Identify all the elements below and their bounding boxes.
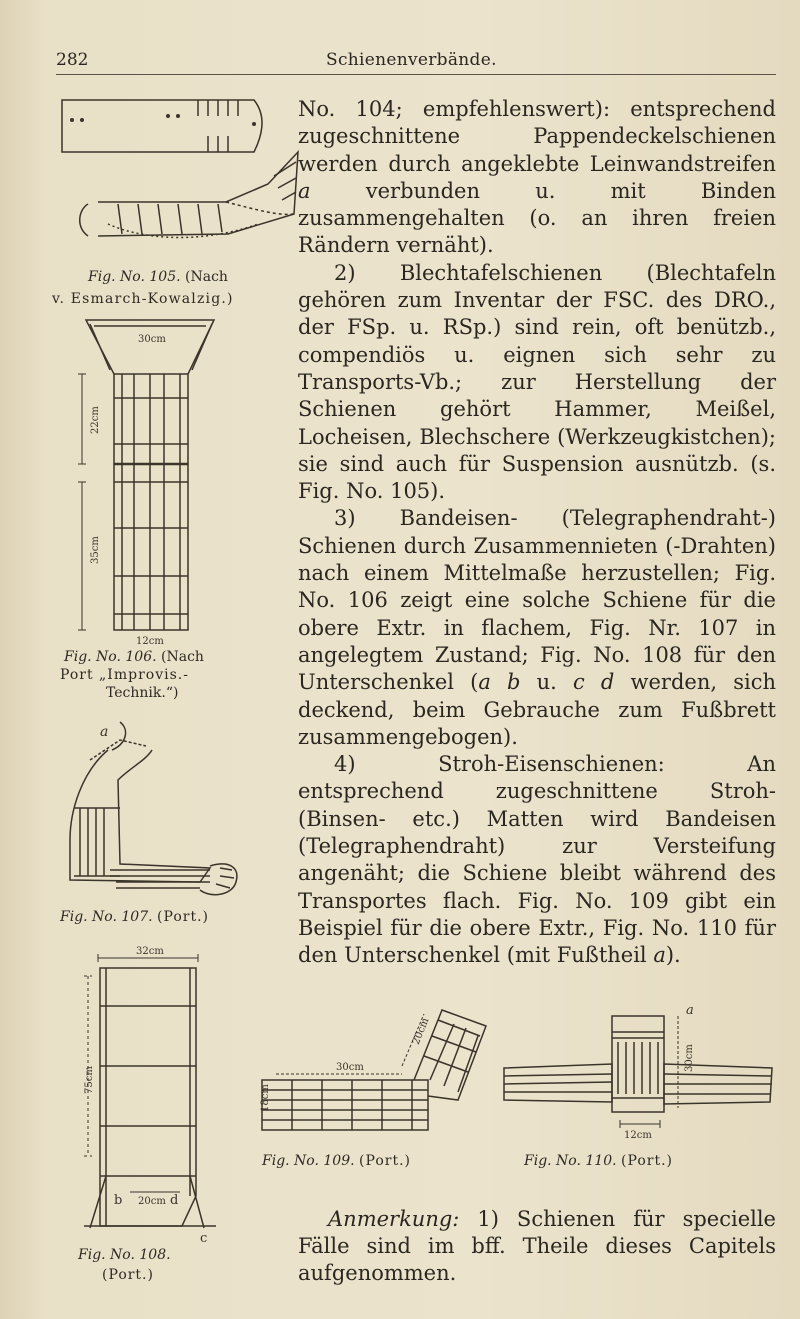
- figure-label: Fig. No. 108.: [78, 1247, 171, 1263]
- text-segment: ).: [665, 943, 681, 968]
- italic-text: a: [653, 943, 666, 968]
- paragraph: [298, 751, 776, 969]
- dimension-label: 30cm: [336, 1062, 364, 1073]
- text-segment: 2) Blechtafelschienen (Blechtafeln gehören zum Inventar der FSC. des DRO., der FSp. u. RSp.) sind rein, oft benützb., compendiös u. eignen sich sehr zu Transports-Vb.; zur Herstellung der Schienen gehört Hammer, Meißel, Locheisen, Blechschere (Werkzeugkistchen); sie sind auch für Suspension ausnützb. (s. Fig. No. 105).: [298, 260, 776, 504]
- annotation-note: [298, 1206, 776, 1287]
- figure-110-illustration: [500, 1002, 776, 1142]
- dimension-label: 30cm: [138, 334, 166, 345]
- text-segment: verbunden u. mit Binden zusammengehalten (o. an ihren freien Rändern vernäht).: [298, 178, 776, 258]
- dimension-label: 30cm: [684, 1044, 695, 1072]
- figure-106-illustration: [76, 314, 226, 647]
- dimension-label: 32cm: [136, 946, 164, 957]
- header-rule: [56, 74, 776, 75]
- figure-107-illustration: [60, 720, 260, 910]
- note-text: 1) Schienen für specielle Fälle sind im bff. Theile dieses Capitels aufgenommen.: [298, 1207, 776, 1285]
- italic-text: a b: [478, 670, 521, 695]
- paragraph: [298, 505, 776, 751]
- dimension-label: 18cm: [260, 1084, 271, 1112]
- figure-109-caption: Fig. No. 109. (Port.): [262, 1153, 411, 1169]
- figure-108-caption: [78, 1246, 171, 1264]
- dimension-label: 22cm: [90, 406, 101, 434]
- mark-label: c: [200, 1231, 208, 1246]
- text-segment: werden, sich deckend, beim Gebrauche zum Fußbrett zusammengebogen).: [298, 670, 776, 749]
- dimension-label: 35cm: [90, 536, 101, 564]
- dimension-label: 20cm: [138, 1196, 166, 1207]
- body-text: [298, 96, 776, 970]
- mark-label: b: [114, 1193, 123, 1208]
- figure-108-illustration: [70, 946, 230, 1246]
- text-segment: 4) Stroh-Eisenschienen: An entsprechend zugeschnittene Stroh- (Binsen- etc.) Matten wird Bandeisen (Telegraphendraht) zur Versteifung angenäht; die Schiene bleibt während des Transportes flach. Fig. No. 109 gibt ein Beispiel für die obere Extr., Fig. No. 110 für den Unterschenkel (mit Fußtheil: [298, 752, 776, 968]
- figure-105-illustration: [58, 92, 298, 262]
- mark-label: d: [170, 1193, 179, 1208]
- figure-label: Fig. No. 105.: [88, 269, 181, 285]
- dimension-label: 75cm: [84, 1066, 95, 1094]
- figure-label: Fig. No. 106.: [64, 649, 157, 665]
- figure-107-caption: Fig. No. 107. (Port.): [60, 909, 209, 925]
- paragraph: [298, 260, 776, 506]
- figure-label: Fig. No. 107.: [60, 909, 153, 925]
- figure-105-source: v. Esmarch-Kowalzig.): [52, 291, 234, 307]
- figure-105-caption: Fig. No. 105. (Nach: [88, 269, 228, 285]
- figure-106-source: Port „Improvis.-: [60, 667, 189, 683]
- note-label: Anmerkung:: [328, 1207, 460, 1231]
- figure-109-illustration: [252, 996, 492, 1146]
- figure-label: Fig. No. 109.: [262, 1153, 355, 1169]
- figure-106-caption: Fig. No. 106. (Nach: [64, 649, 204, 665]
- italic-text: c d: [573, 670, 615, 695]
- page-number: 282: [56, 50, 89, 70]
- figure-label: Fig. No. 110.: [524, 1153, 617, 1169]
- running-header: Schienenverbände.: [326, 50, 497, 70]
- text-segment: No. 104; empfehlenswert): entsprechend zugeschnittene Pappendeckelschienen werden durch angeklebte Leinwandstreifen: [298, 97, 776, 176]
- text-segment: 3) Bandeisen- (Telegraphendraht-) Schienen durch Zusammennieten (-Drahten) nach einem Mittelmaße herzustellen; Fig. No. 106 zeigt eine solche Schiene für die obere Extr. in flachem, Fig. Nr. 107 in angelegtem Zustand; Fig. No. 108 für den Unterschenkel (: [298, 506, 776, 695]
- figure-106-source: Technik.“): [106, 685, 179, 701]
- dimension-label: 20cm: [410, 1016, 432, 1047]
- text-segment: u.: [520, 670, 574, 695]
- figure-110-caption: Fig. No. 110. (Port.): [524, 1153, 673, 1169]
- italic-text: a: [298, 178, 311, 203]
- mark-label: a: [686, 1003, 694, 1018]
- figure-108-source: (Port.): [102, 1267, 154, 1283]
- paragraph: [298, 96, 776, 260]
- dimension-label: 12cm: [136, 636, 164, 647]
- mark-label: a: [100, 724, 109, 740]
- dimension-label: 12cm: [624, 1130, 652, 1141]
